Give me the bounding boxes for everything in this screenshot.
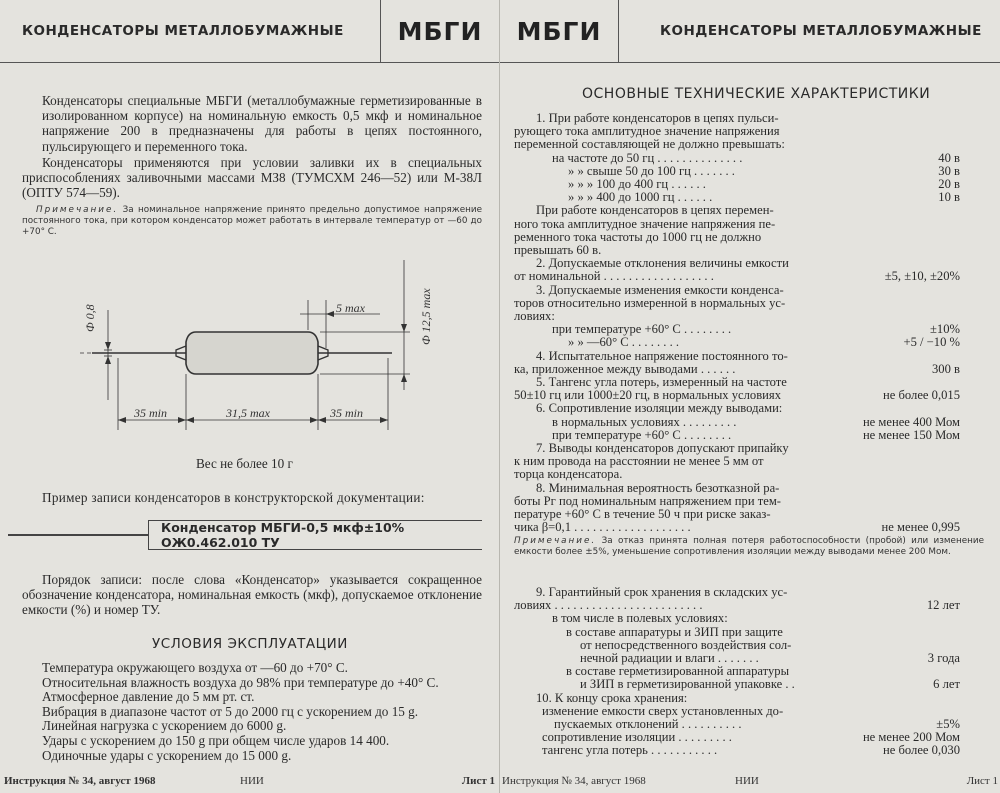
right-header <box>500 0 1000 63</box>
left-header-title: КОНДЕНСАТОРЫ МЕТАЛЛОБУМАЖНЫЕ <box>22 23 344 39</box>
spec-line: ловиях . . . . . . . . . . . . . . . . . . . . . . . . <box>514 598 703 613</box>
right-page <box>500 0 1000 793</box>
weight-text: Вес не более 10 г <box>196 456 293 471</box>
spec-value: ±5, ±10, ±20% <box>884 269 960 284</box>
characteristics-title: ОСНОВНЫЕ ТЕХНИЧЕСКИЕ ХАРАКТЕРИСТИКИ <box>582 86 931 102</box>
condition-item: Вибрация в диапазоне частот от 5 до 2000 гц с ускорением до 15 g. <box>42 703 419 719</box>
spec-value: 10 в <box>938 190 960 205</box>
left-note-text: За номинальное напряжение принято предельно допустимое напряжение постоянного тока, при котором конденсатор может работать в интервале температур от —60 до +70° С. <box>22 205 482 237</box>
left-note-label: Примечание. <box>36 205 119 215</box>
spec-value: +5 / −10 % <box>903 335 960 350</box>
left-header-series: МБГИ <box>380 0 499 62</box>
dim-body: 31,5 max <box>226 406 270 420</box>
example-box: Конденсатор МБГИ-0,5 мкф±10% ОЖ0.462.010 ТУ <box>148 520 482 550</box>
left-header <box>0 0 499 63</box>
spec-value: 12 лет <box>926 598 960 613</box>
spec-line: сопротивление изоляции . . . . . . . . . <box>542 730 732 745</box>
spec-line: от номинальной . . . . . . . . . . . . . . . . . . <box>514 269 714 284</box>
spec-line: чика β=0,1 . . . . . . . . . . . . . . . . . . . <box>514 520 691 535</box>
spec-value: не более 0,015 <box>883 388 960 403</box>
spec-line: на частоте до 50 гц . . . . . . . . . . . . . . <box>552 150 743 165</box>
example-box-line <box>8 534 148 536</box>
spec-line: 4. Испытательное напряжение постоянного то- <box>536 348 788 363</box>
condition-item: Удары с ускорением до 150 g при общем числе ударов 14 400. <box>42 732 390 748</box>
spec-value: 30 в <box>938 163 960 178</box>
spec-value: 300 в <box>932 361 960 376</box>
spec-line: 7. Выводы конденсаторов допускают припайку <box>536 441 789 455</box>
right-footer-instruction: Инструкция № 34, август 1968 <box>502 775 646 787</box>
left-footer-org: НИИ <box>240 775 264 787</box>
spec-value: не менее 0,995 <box>881 520 960 535</box>
conditions-title: УСЛОВИЯ ЭКСПЛУАТАЦИИ <box>152 636 348 652</box>
dim-diam-lead: Ф 0,8 <box>83 304 97 332</box>
spec-value: ±10% <box>930 322 960 337</box>
right-header-title: КОНДЕНСАТОРЫ МЕТАЛЛОБУМАЖНЫЕ <box>660 23 982 39</box>
right-note-label: Примечание. <box>514 536 597 546</box>
spec-line: в составе герметизированной аппаратуры <box>566 664 790 679</box>
left-footer-instruction: Инструкция № 34, август 1968 <box>4 775 156 787</box>
left-note <box>22 205 482 238</box>
spec-value: не менее 150 Мом <box>862 427 960 442</box>
spec-line: 8. Минимальная вероятность безотказной ра- <box>536 480 780 495</box>
right-footer-sheet: Лист 1 <box>966 775 998 787</box>
spec-line: 50±10 гц или 1000±20 гц, в нормальных условиях <box>514 388 781 403</box>
spec-value: 3 года <box>927 651 960 665</box>
condition-item: Одиночные удары с ускорением до 15 000 g. <box>42 747 292 763</box>
dim-end: 5 max <box>336 301 365 315</box>
condition-item: Линейная нагрузка с ускорением до 6000 g. <box>42 718 287 734</box>
spec-line: пускаемых отклонений . . . . . . . . . . <box>554 717 742 731</box>
spec-line: при температуре +60° С . . . . . . . . <box>552 322 732 337</box>
condition-item: Относительная влажность воздуха до 98% при температуре до +40° С. <box>42 674 439 690</box>
spec-line: тангенс угла потерь . . . . . . . . . . . <box>542 743 718 758</box>
dim-lead-right: 35 min <box>330 406 363 420</box>
right-header-series: МБГИ <box>500 0 619 62</box>
right-note <box>514 536 984 558</box>
spec-line: изменение емкости сверх установленных до- <box>542 703 784 718</box>
condition-item: Температура окружающего воздуха от —60 до +70° С. <box>42 660 348 675</box>
condition-item: Атмосферное давление до 5 мм рт. ст. <box>42 689 255 705</box>
spec-line: 3. Допускаемые изменения емкости конденса- <box>536 282 784 297</box>
spec-line: » » свыше 50 до 100 гц . . . . . . . <box>568 163 735 178</box>
spec-value: 40 в <box>938 150 960 165</box>
right-footer <box>500 771 1000 793</box>
spec-line: от непосредственного воздействия сол- <box>580 637 792 652</box>
spec-line: торца конденсатора. <box>514 467 623 482</box>
spec-line: » » » 400 до 1000 гц . . . . . . <box>568 190 713 205</box>
spec-line: торов относительно измеренной в нормальных ус- <box>514 295 786 310</box>
order-text: Порядок записи: после слова «Конденсатор» указывается сокращенное обозначение конденсатора, номинальная емкость (мкф), допускаемое отклонение емкости (%) и номер ТУ. <box>22 572 482 618</box>
spec-line: в нормальных условиях . . . . . . . . . <box>552 414 737 429</box>
spec-line: и ЗИП в герметизированной упаковке . . <box>580 677 795 692</box>
spec-line: пературе +60° С в течение 50 ч при риске заказ- <box>514 507 771 521</box>
spec-line: 1. При работе конденсаторов в цепях пульси- <box>536 111 779 125</box>
spec-line: переменной составляющей не должно превышать: <box>514 137 785 152</box>
spec-line: при температуре +60° С . . . . . . . . <box>552 427 732 442</box>
dim-diam-body: Ф 12,5 max <box>419 288 433 345</box>
spec-line: 10. К концу срока хранения: <box>536 690 688 705</box>
spec-value: не менее 200 Мом <box>862 730 960 745</box>
dim-lead-left: 35 min <box>134 406 167 420</box>
intro-paragraph-1: Конденсаторы специальные МБГИ (металлобумажные герметизированные в изолированном корпусе) на номинальную емкость 0,5 мкф и номинальное напряжение 200 в предназначены для работы в цепях постоянного, пульсирующего и переменного тока. <box>42 93 482 154</box>
spec-line: в составе аппаратуры и ЗИП при защите <box>566 624 783 639</box>
spec-value: не более 0,030 <box>883 743 960 758</box>
example-intro: Пример записи конденсаторов в конструкторской документации: <box>42 490 425 505</box>
right-footer-org: НИИ <box>735 775 759 787</box>
spec-line: » » —60° С . . . . . . . . <box>568 335 680 350</box>
spec-line: 2. Допускаемые отклонения величины емкости <box>536 256 789 271</box>
spec-line: превышать 60 в. <box>514 243 602 257</box>
spec-line: в том числе в полевых условиях: <box>552 611 728 626</box>
intro-paragraph-2: Конденсаторы применяются при условии заливки их в специальных приспособлениях заливочными массами МЗ8 (ТУМСХМ 246—52) или М-38Л (ОПТУ 574—59). <box>22 155 482 201</box>
spec-line: При работе конденсаторов в цепях перемен- <box>536 203 774 218</box>
spec-line: к ним провода на расстоянии не менее 5 мм от <box>514 454 764 469</box>
spec-line: 5. Тангенс угла потерь, измеренный на частоте <box>536 375 787 389</box>
left-footer-sheet: Лист 1 <box>461 775 495 787</box>
spec-line: ременного тока частоты до 1000 гц не должно <box>514 229 762 244</box>
spec-line: боты Рг под номинальным напряжением при тем- <box>514 493 781 508</box>
spec-line: нечной радиации и влаги . . . . . . . <box>580 651 759 665</box>
spec-value: ±5% <box>936 717 960 731</box>
spec-line: » » » 100 до 400 гц . . . . . . <box>568 177 706 191</box>
right-note-text: За отказ принята полная потеря работоспособности (пробой) или изменение емкости более ±5%, уменьшение сопротивления изоляции между выводами менее 200 Мом. <box>514 536 985 557</box>
left-footer <box>0 771 499 793</box>
spec-value: не менее 400 Мом <box>862 414 960 429</box>
spec-value: 20 в <box>938 177 960 191</box>
spec-line: ловиях: <box>514 309 555 323</box>
spec-line: рующего тока амплитудное значение напряжения <box>514 124 780 139</box>
spec-line: ка, приложенное между выводами . . . . . . <box>514 361 736 376</box>
spec-value: 6 лет <box>933 677 960 692</box>
spec-line: 9. Гарантийный срок хранения в складских ус- <box>536 585 788 599</box>
spec-line: ного тока амплитудное значение напряжения пе- <box>514 216 776 231</box>
capacitor-drawing <box>0 250 500 450</box>
spec-line: 6. Сопротивление изоляции между выводами: <box>536 401 783 416</box>
conditions-list <box>42 661 439 763</box>
